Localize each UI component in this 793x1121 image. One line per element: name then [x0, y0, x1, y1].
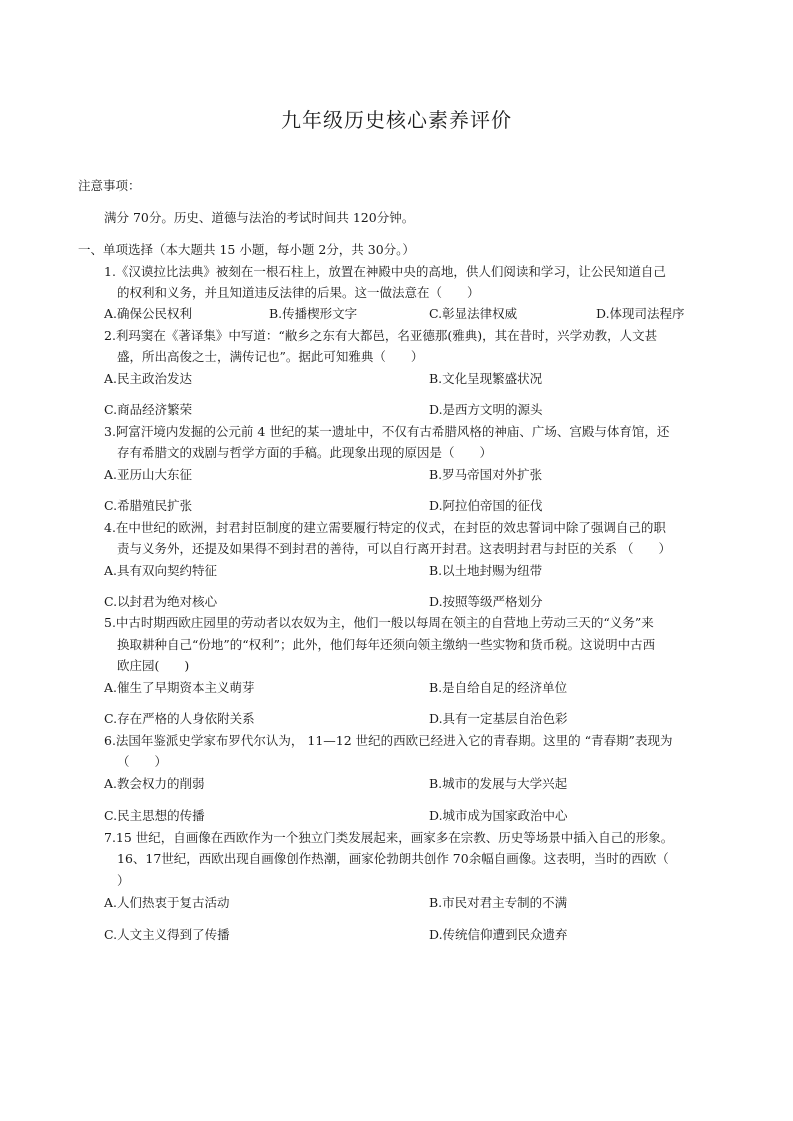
option-a: A.人们热衷于复古活动 — [104, 895, 230, 910]
question-line: 1.《汉谟拉比法典》被刻在一根石柱上，放置在神殿中央的高地，供人们阅读和学习，让公民知道自己 — [104, 264, 666, 279]
option-c: C.希腊殖民扩张 — [104, 498, 193, 513]
option-d: D.按照等级严格划分 — [429, 594, 543, 609]
option-d: D.传统信仰遭到民众遗弃 — [429, 927, 568, 942]
question-line: 盛，所出高俊之士，满传记也”。据此可知雅典（ ） — [117, 349, 424, 364]
notice-text: 满分 70分。历史、道德与法治的考试时间共 120分钟。 — [104, 210, 415, 225]
option-b: B.传播楔形文字 — [269, 306, 358, 321]
option-b: B.文化呈现繁盛状况 — [429, 371, 543, 386]
question-line: 16、17世纪，西欧出现自画像创作热潮，画家伦勃朗共创作 70余幅自画像。这表明，当时的西欧（ — [117, 851, 669, 866]
question-line: 换取耕种自己“份地”的“权利”；此外，他们每年还须向领主缴纳一些实物和货币税。这说明中古西 — [117, 637, 656, 652]
option-c: C.存在严格的人身依附关系 — [104, 711, 255, 726]
option-c: C.商品经济繁荣 — [104, 402, 193, 417]
option-d: D.阿拉伯帝国的征伐 — [429, 498, 543, 513]
question-line: 6.法国年鉴派史学家布罗代尔认为， 11—12 世纪的西欧已经进入它的青春期。这里的 “青春期”表现为 — [104, 733, 673, 748]
option-b: B.是自给自足的经济单位 — [429, 680, 568, 695]
option-a: A.民主政治发达 — [104, 371, 193, 386]
option-a: A.催生了早期资本主义萌芽 — [104, 680, 255, 695]
option-b: B.罗马帝国对外扩张 — [429, 467, 543, 482]
page-title: 九年级历史核心素养评价 — [281, 108, 512, 132]
option-b: B.以土地封赐为纽带 — [429, 563, 543, 578]
option-a: A.具有双向契约特征 — [104, 563, 218, 578]
section-heading: 一、单项选择（本大题共 15 小题，每小题 2分，共 30分。） — [78, 242, 415, 257]
option-c: C.人文主义得到了传播 — [104, 927, 230, 942]
option-c: C.民主思想的传播 — [104, 808, 205, 823]
option-d: D.具有一定基层自治色彩 — [429, 711, 568, 726]
question-line: 3.阿富汗境内发掘的公元前 4 世纪的某一遗址中，不仅有古希腊风格的神庙、广场、宫殿与体育馆，还 — [104, 424, 670, 439]
option-d: D.城市成为国家政治中心 — [429, 808, 568, 823]
option-b: B.城市的发展与大学兴起 — [429, 776, 568, 791]
question-line: 的权利和义务，并且知道违反法律的后果。这一做法意在（ ） — [117, 285, 480, 300]
option-d: D.是西方文明的源头 — [429, 402, 543, 417]
option-a: A.教会权力的削弱 — [104, 776, 205, 791]
question-line: 5.中古时期西欧庄园里的劳动者以农奴为主，他们一般以每周在领主的自营地上劳动三天的“义务”来 — [104, 615, 654, 630]
option-c: C.彰显法律权威 — [429, 306, 518, 321]
option-a: A.确保公民权利 — [104, 306, 193, 321]
option-b: B.市民对君主专制的不满 — [429, 895, 568, 910]
question-line: （ ） — [117, 754, 168, 769]
question-line: 4.在中世纪的欧洲，封君封臣制度的建立需要履行特定的仪式，在封臣的效忠誓词中除了强调自己的职 — [104, 520, 666, 535]
question-line: 责与义务外，还提及如果得不到封君的善待，可以自行离开封君。这表明封君与封臣的关系 （ ） — [117, 541, 671, 556]
question-line: 7.15 世纪，自画像在西欧作为一个独立门类发展起来，画家多在宗教、历史等场景中插入自己的形象。 — [104, 830, 674, 845]
option-a: A.亚历山大东征 — [104, 467, 193, 482]
question-line: 2.利玛窦在《著译集》中写道：“敝乡之东有大都邑，名亚德那(雅典)，其在昔时，兴学劝教，人文甚 — [104, 328, 658, 343]
question-line: 欧庄园( ) — [117, 658, 190, 673]
option-c: C.以封君为绝对核心 — [104, 594, 218, 609]
option-d: D.体现司法程序 — [596, 306, 685, 321]
question-line: ） — [117, 873, 130, 888]
question-line: 存有希腊文的戏剧与哲学方面的手稿。此现象出现的原因是（ ） — [117, 445, 493, 460]
notice-heading: 注意事项： — [78, 178, 141, 193]
